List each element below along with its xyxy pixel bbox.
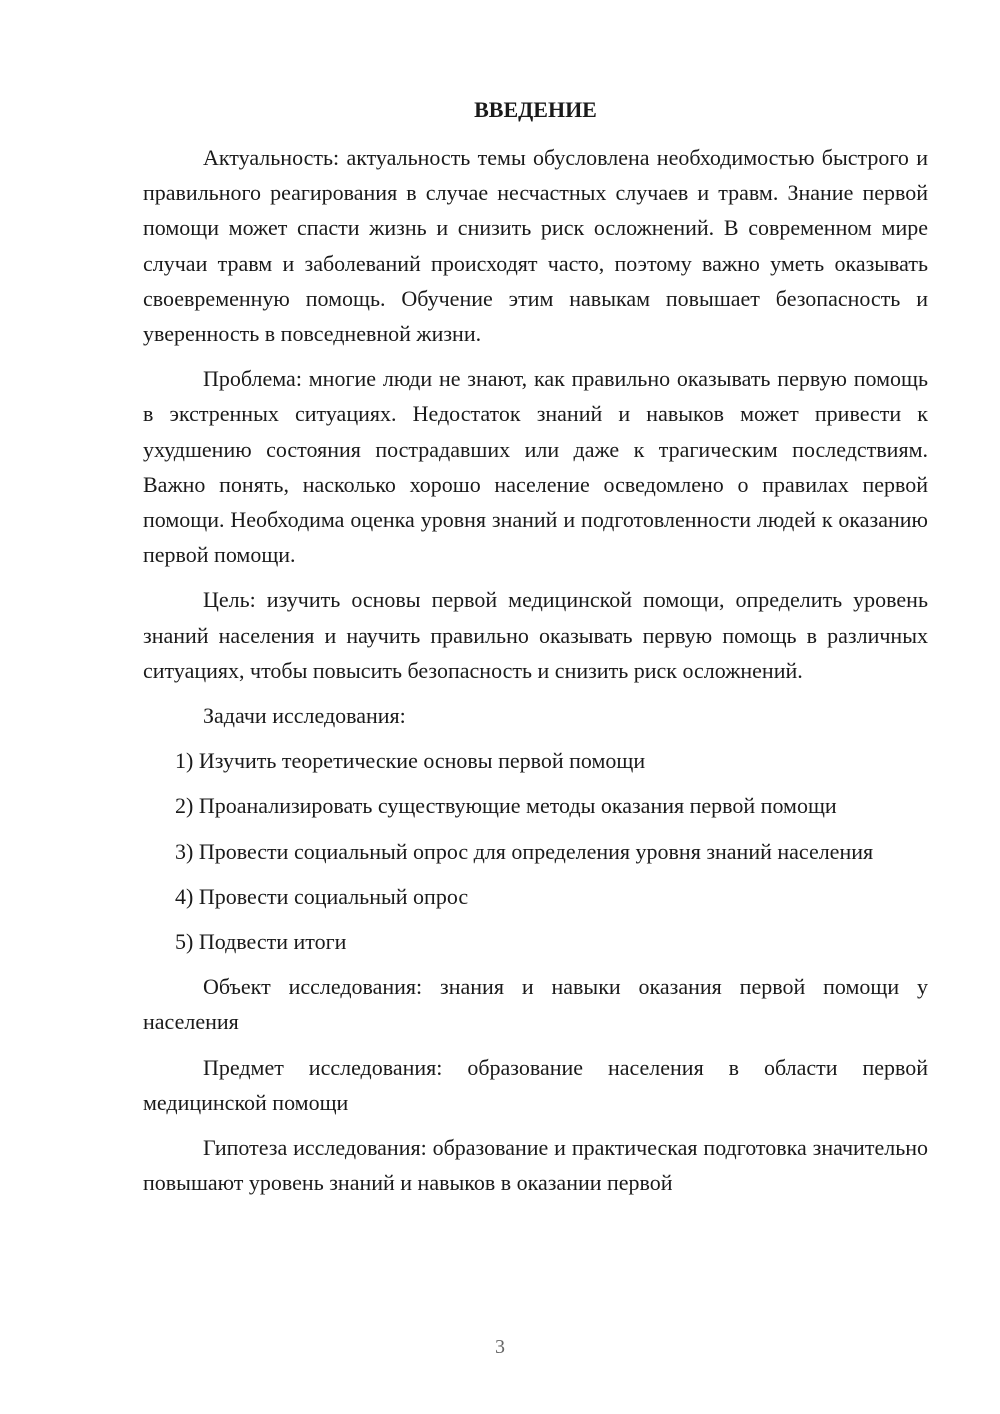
paragraph-relevance: Актуальность: актуальность темы обусловлена необходимостью быстрого и правильного реагирования в случае несчастных случаев и травм. Знание первой помощи может спасти жизнь и снизить риск осложнений. В современном мире случаи травм и заболеваний происходят часто, поэтому важно уметь оказывать своевременную помощь. Обучение этим навыкам повышает безопасность и уверенность в повседневной жизни. xyxy=(143,145,928,347)
page-number: 3 xyxy=(495,1336,505,1358)
paragraph-hypothesis: Гипотеза исследования: образование и практическая подготовка значительно повышают уровень знаний и навыков в оказании первой xyxy=(143,1135,928,1196)
task-item: 2) Проанализировать существующие методы оказания первой помощи xyxy=(175,793,837,819)
section-title: ВВЕДЕНИЕ xyxy=(474,97,597,122)
paragraph-problem: Проблема: многие люди не знают, как правильно оказывать первую помощь в экстренных ситуациях. Недостаток знаний и навыков может привести к ухудшению состояния пострадавших или даже к трагическим последствиям. Важно понять, насколько хорошо население осведомлено о правилах первой помощи. Необходима оценка уровня знаний и подготовленности людей к оказанию первой помощи. xyxy=(143,366,928,568)
task-item: 3) Провести социальный опрос для определения уровня знаний населения xyxy=(175,838,874,864)
paragraph-subject: Предмет исследования: образование населения в области первой медицинской помощи xyxy=(143,1054,928,1115)
paragraph-goal: Цель: изучить основы первой медицинской помощи, определить уровень знаний населения и научить правильно оказывать первую помощь в различных ситуациях, чтобы повысить безопасность и снизить риск осложнений. xyxy=(143,587,928,683)
task-item: 5) Подвести итоги xyxy=(175,929,347,955)
page-content xyxy=(143,96,928,1210)
paragraph-tasks-heading: Задачи исследования: xyxy=(203,703,406,729)
task-item: 4) Провести социальный опрос xyxy=(175,883,469,909)
task-item: 1) Изучить теоретические основы первой помощи xyxy=(175,748,646,774)
paragraph-object: Объект исследования: знания и навыки оказания первой помощи у населения xyxy=(143,974,928,1035)
